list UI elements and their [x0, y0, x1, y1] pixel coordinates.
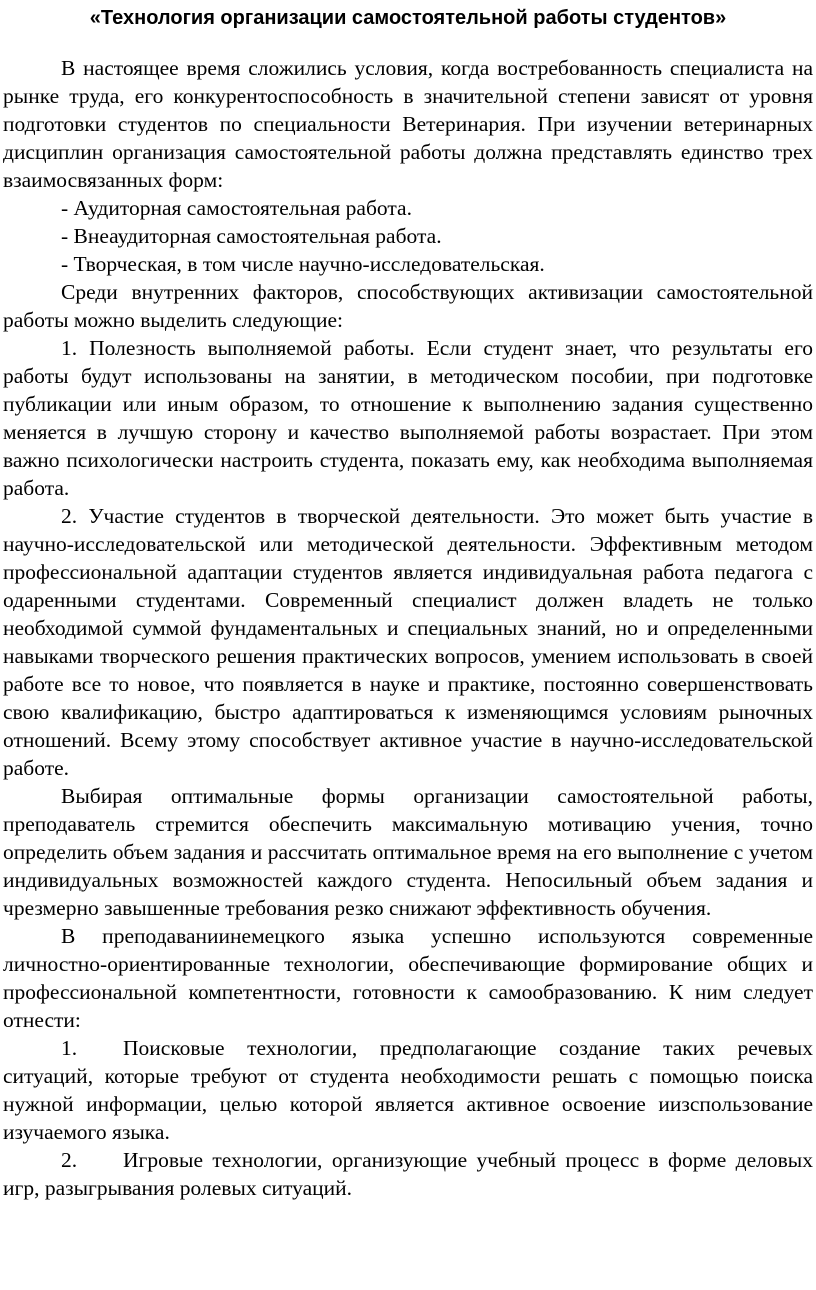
list-item-text: Игровые технологии, организующие учебный процесс в форме деловых игр, разыгрывания ролевых ситуаций.: [3, 1148, 813, 1200]
technology-item-game: [3, 1146, 813, 1202]
form-item-extracurricular: - Внеаудиторная самостоятельная работа.: [61, 224, 442, 248]
factor-creative-activity-paragraph: 2. Участие студентов в творческой деятельности. Это может быть участие в научно-исследовательской или методической деятельности. Эффективным методом профессиональной адаптации студентов является индивидуальная работа педагога с одаренными студентами. Современный специалист должен владеть не только необходимой суммой фундаментальных и специальных знаний, но и определенными навыками творческого решения практических вопросов, умением использовать в своей работе все то новое, что появляется в науке и практике, постоянно совершенствовать свою квалификацию, быстро адаптироваться к изменяющимся условиям рыночных отношений. Всему этому способствует активное участие в научно-исследовательской работе.: [3, 504, 813, 780]
factor-usefulness-paragraph: 1. Полезность выполняемой работы. Если студент знает, что результаты его работы будут использованы на занятии, в методическом пособии, при подготовке публикации или иным образом, то отношение к выполнению задания существенно меняется в лучшую сторону и качество выполняемой работы возрастает. При этом важно психологически настроить студента, показать ему, как необходима выполняемая работа.: [3, 336, 813, 500]
list-number: 1.: [61, 1036, 78, 1060]
form-item-creative: - Творческая, в том числе научно-исследовательская.: [61, 252, 545, 276]
optimal-forms-paragraph: Выбирая оптимальные формы организации самостоятельной работы, преподаватель стремится обеспечить максимальную мотивацию учения, точно определить объем задания и рассчитать оптимальное время на его выполнение с учетом индивидуальных возможностей каждого студента. Непосильный объем задания и чрезмерно завышенные требования резко снижают эффективность обучения.: [3, 784, 813, 920]
technology-item-search: [3, 1034, 813, 1146]
list-number: 2.: [61, 1148, 78, 1172]
list-item-text: Поисковые технологии, предполагающие создание таких речевых ситуаций, которые требуют от студента необходимости решать с помощью поиска нужной информации, целью которой является активное освоение иизспользование изучаемого языка.: [3, 1036, 813, 1144]
german-teaching-paragraph: В преподаваниинемецкого языка успешно используются современные личностно-ориентированные технологии, обеспечивающие формирование общих и профессиональной компетентности, готовности к самообразованию. К ним следует отнести:: [3, 924, 813, 1032]
form-item-auditory: - Аудиторная самостоятельная работа.: [61, 196, 412, 220]
factors-intro-paragraph: Среди внутренних факторов, способствующих активизации самостоятельной работы можно выделить следующие:: [3, 280, 813, 332]
intro-paragraph: В настоящее время сложились условия, когда востребованность специалиста на рынке труда, его конкурентоспособность в значительной степени зависят от уровня подготовки студентов по специальности Ветеринария. При изучении ветеринарных дисциплин организация самостоятельной работы должна представлять единство трех взаимосвязанных форм:: [3, 56, 813, 192]
document-title: «Технология организации самостоятельной работы студентов»: [89, 7, 727, 29]
